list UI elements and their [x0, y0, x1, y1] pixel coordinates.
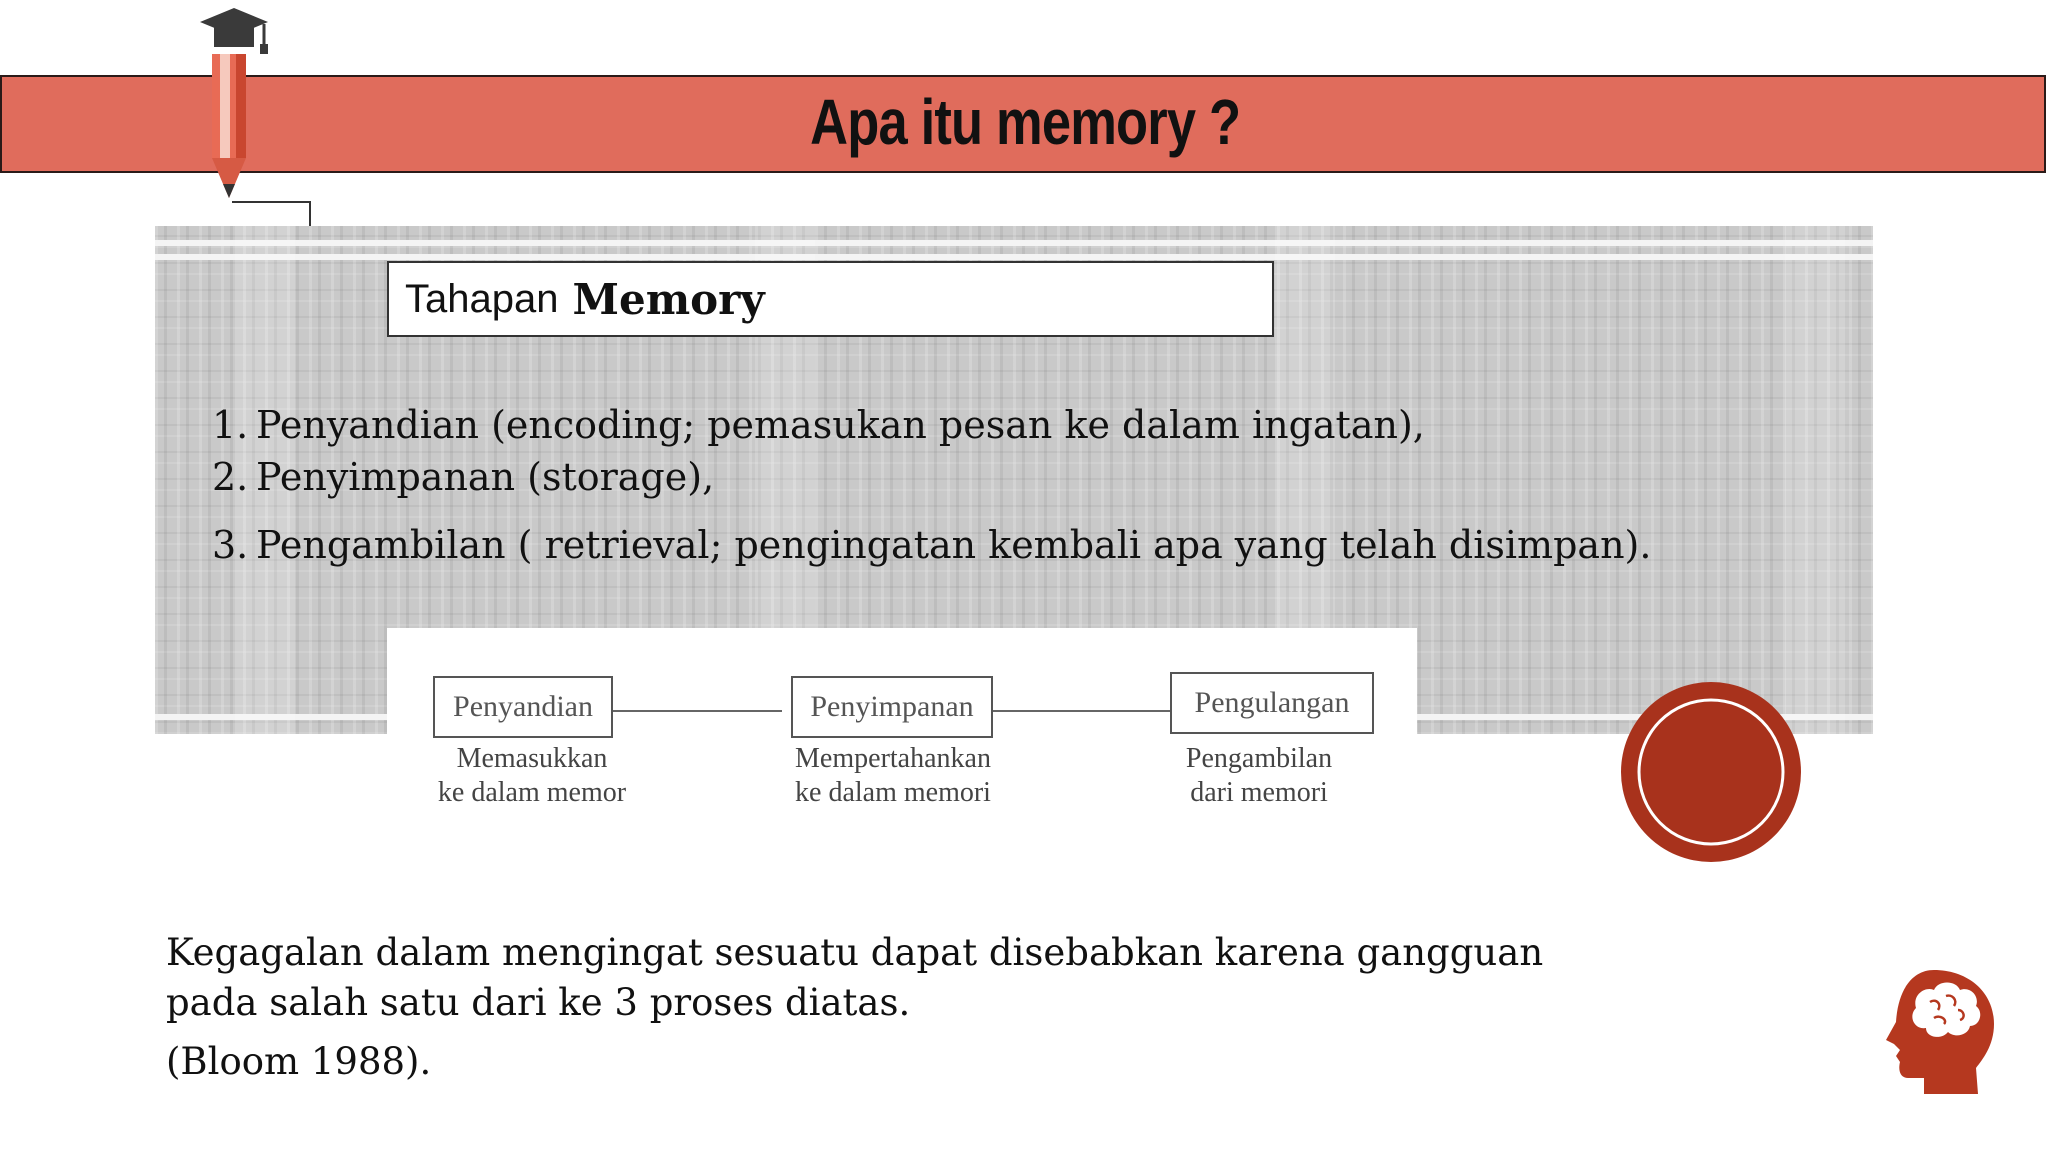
diagram-connector: [612, 710, 782, 712]
caption-line: Memasukkan: [456, 743, 608, 774]
caption-line: dari memori: [1190, 777, 1328, 808]
list-item: [212, 523, 1652, 567]
caption-line: Pengambilan: [1185, 743, 1333, 774]
stage-caption: [427, 742, 637, 810]
list-text: Pengambilan ( retrieval; pengingatan kembali apa yang telah disimpan).: [256, 523, 1652, 567]
explanation-text: [166, 928, 1543, 1028]
list-number: 3.: [212, 523, 249, 567]
title-banner: [0, 75, 2046, 173]
explanation-line: Kegagalan dalam mengingat sesuatu dapat disebabkan karena gangguan: [166, 931, 1544, 974]
subtitle-prefix: Tahapan: [405, 276, 559, 321]
stage-box-pengulangan: Pengulangan: [1170, 672, 1374, 734]
list-text: Penyimpanan (storage),: [256, 455, 715, 499]
stage-caption: [783, 742, 1003, 810]
graduation-cap-icon: [200, 8, 268, 54]
list-item: [212, 455, 1651, 499]
panel-stripe: [155, 254, 1873, 260]
list-item: [212, 403, 1651, 447]
list-text: Penyandian (encoding; pemasukan pesan ke dalam ingatan),: [256, 403, 1425, 447]
stage-box-penyandian: Penyandian: [433, 676, 613, 738]
caption-line: ke dalam memor: [437, 777, 627, 808]
memory-stages-list: [212, 403, 1652, 567]
panel-column: [1785, 226, 1845, 734]
process-diagram: [387, 628, 1417, 840]
diagram-connector: [992, 710, 1172, 712]
pencil-icon: [190, 0, 280, 210]
caption-line: ke dalam memori: [795, 777, 991, 808]
stage-caption: [1159, 742, 1359, 810]
caption-line: Mempertahankan: [795, 743, 991, 774]
citation-text: (Bloom 1988).: [166, 1040, 432, 1083]
brain-head-icon: [1872, 964, 1998, 1096]
slide-title: Apa itu memory ?: [810, 86, 1241, 158]
panel-stripe: [155, 240, 1873, 246]
decorative-red-circle: [1620, 681, 1802, 863]
subtitle-box: [387, 261, 1274, 337]
stage-box-penyimpanan: Penyimpanan: [791, 676, 993, 738]
subtitle-emphasis: Memory: [572, 274, 765, 324]
list-number: 1.: [212, 403, 249, 447]
explanation-line: pada salah satu dari ke 3 proses diatas.: [166, 981, 911, 1024]
list-number: 2.: [212, 455, 249, 499]
